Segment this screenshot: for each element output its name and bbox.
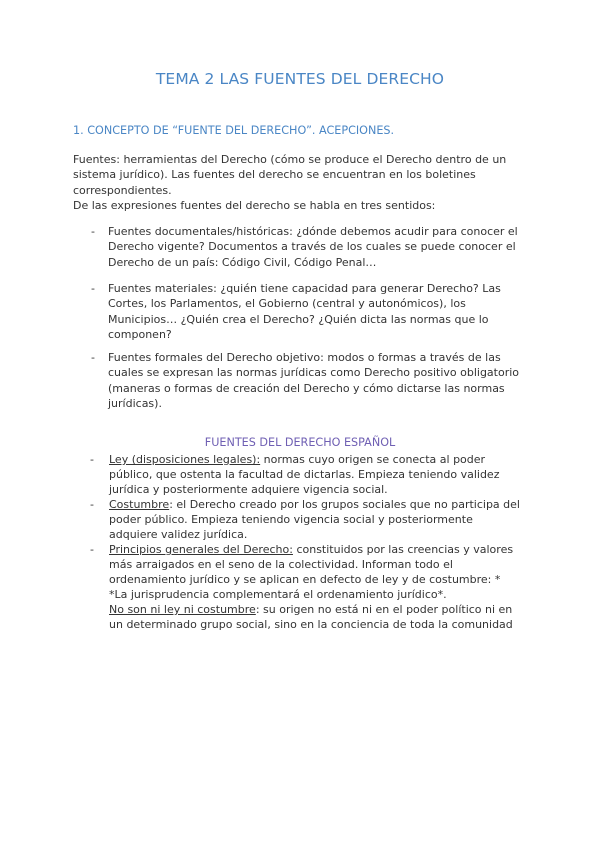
intro-text-2: De las expresiones fuentes del derecho se habla en tres sentidos: (73, 199, 436, 213)
text-costumbre: : el Derecho creado por los grupos sociales que no participa del poder público. Empieza teniendo vigencia social y posteriormente adquiere validez jurídica. (109, 498, 520, 541)
bullet-dash: - (91, 282, 95, 295)
bullet-dash: - (91, 225, 95, 238)
section-heading-concepto: 1. CONCEPTO DE “FUENTE DEL DERECHO”. ACEPCIONES. (73, 124, 395, 137)
page-title: TEMA 2 LAS FUENTES DEL DERECHO (155, 70, 445, 88)
list-item-text: Fuentes documentales/históricas: ¿dónde debemos acudir para conocer el Derecho vigente? Documentos a través de los cuales se puede conocer el Derecho de un país: Código Civil, Código Penal… (108, 225, 518, 269)
list-item-text: Fuentes formales del Derecho objetivo: modos o formas a través de las cuales se expresan las normas jurídicas como Derecho positivo obligatorio (maneras o formas de creación del Derecho y cómo dictarse las normas jurídicas). (108, 351, 520, 411)
list-item-ley (90, 452, 522, 497)
intro-paragraph (73, 152, 533, 214)
term-no-ley-ni-costumbre: No son ni ley ni costumbre (109, 603, 256, 616)
term-principios: Principios generales del Derecho: (109, 543, 293, 556)
bullet-dash: - (91, 351, 95, 364)
bullet-dash: - (90, 543, 94, 556)
list-item (91, 350, 527, 412)
list-item (91, 281, 527, 343)
text-ley: normas cuyo origen se conecta al poder público, que ostenta la facultad de dictarlas. Empieza teniendo validez jurídica y posteriormente adquiere vigencia social. (109, 453, 500, 496)
bullet-dash: - (90, 453, 94, 466)
intro-text-1: Fuentes: herramientas del Derecho (cómo se produce el Derecho dentro de un sistema jurídico). Las fuentes del derecho se encuentran en los boletines correspondientes. (73, 153, 507, 197)
fuentes-espanol-list (90, 452, 522, 632)
term-costumbre: Costumbre (109, 498, 170, 511)
list-item-principios (90, 542, 522, 632)
list-item-costumbre (90, 497, 522, 542)
section-heading-fuentes-espanol: FUENTES DEL DERECHO ESPAÑOL (204, 436, 396, 449)
list-item-text: Fuentes materiales: ¿quién tiene capacidad para generar Derecho? Las Cortes, los Parlamentos, el Gobierno (central y autonómicos), los Municipios… ¿Quién crea el Derecho? ¿Quién dicta las normas que lo componen? (108, 282, 501, 342)
bullet-dash: - (90, 498, 94, 511)
text-no-ley-ni-costumbre: : su origen no está ni en el poder político ni en un determinado grupo social, sino en la conciencia de toda la comunidad (109, 603, 513, 631)
term-ley: Ley (disposiciones legales): (109, 453, 261, 466)
text-principios: constituidos por las creencias y valores más arraigados en el seno de la colectividad. Informan todo el ordenamiento jurídico y se aplican en defecto de ley y de costumbre: * *La jurisprudencia complementará el ordenamiento jurídico*. (109, 543, 514, 601)
list-item (91, 224, 521, 270)
